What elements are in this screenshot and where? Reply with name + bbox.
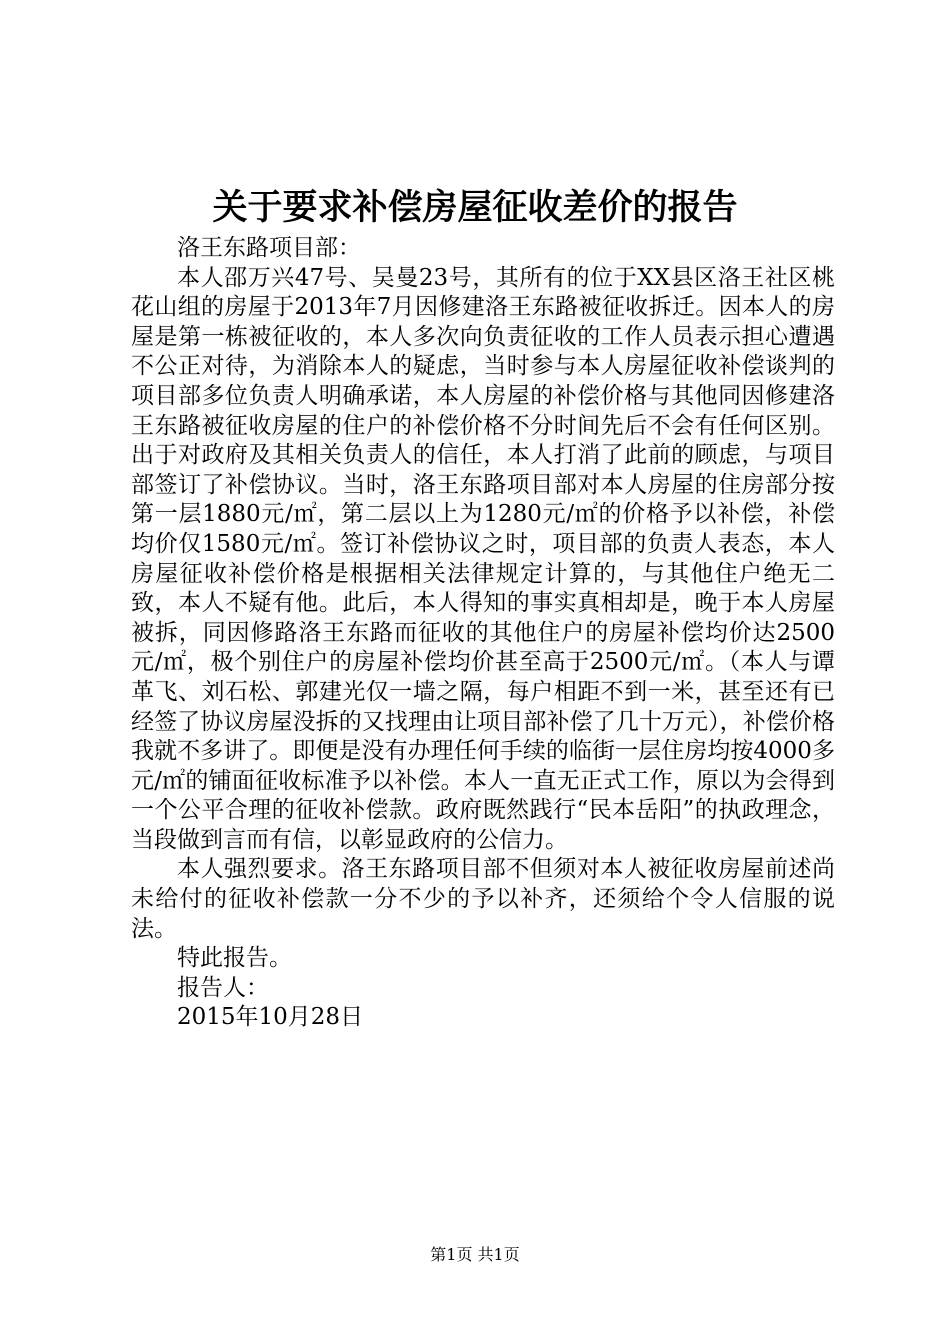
page-footer: 第1页 共1页 <box>430 1245 520 1264</box>
document-title: 关于要求补偿房屋征收差价的报告 <box>212 187 738 228</box>
paragraph-2: 本人强烈要求。洛王东路项目部不但须对本人被征收房屋前述尚未给付的征收补偿款一分不少的予以补齐，还须给个令人信服的说法。 <box>131 856 835 942</box>
paragraph-1: 本人邵万兴47号、吴曼23号，其所有的位于XX县区洛王社区桃花山组的房屋于2013年7月因修建洛王东路被征收拆迁。因本人的房屋是第一栋被征收的，本人多次向负责征收的工作人员表示担心遭遇不公正对待，为消除本人的疑虑，当时参与本人房屋征收补偿谈判的项目部多位负责人明确承诺，本人房屋的补偿价格与其他同因修建洛王东路被征收房屋的住户的补偿价格不分时间先后不会有任何区别。出于对政府及其相关负责人的信任，本人打消了此前的顾虑，与项目部签订了补偿协议。当时，洛王东路项目部对本人房屋的住房部分按第一层1880元/㎡，第二层以上为1280元/㎡的价格予以补偿，补偿均价仅1580元/㎡。签订补偿协议之时，项目部的负责人表态，本人房屋征收补偿价格是根据相关法律规定计算的，与其他住户绝无二致，本人不疑有他。此后，本人得知的事实真相却是，晚于本人房屋被拆，同因修路洛王东路而征收的其他住户的房屋补偿均价达2500元/㎡，极个别住户的房屋补偿均价甚至高于2500元/㎡。（本人与谭革飞、刘石松、郭建光仅一墙之隔，每户相距不到一米，甚至还有已经签了协议房屋没拆的又找理由让项目部补偿了几十万元），补偿价格我就不多讲了。即便是没有办理任何手续的临街一层住房均按4000多元/㎡的铺面征收标准予以补偿。本人一直无正式工作，原以为会得到一个公平合理的征收补偿款。政府既然践行“民本岳阳”的执政理念，当段做到言而有信，以彰显政府的公信力。 <box>131 264 835 853</box>
document-body <box>131 234 835 1033</box>
report-date: 2015年10月28日 <box>177 1004 364 1031</box>
closing-line: 特此报告。 <box>177 945 292 972</box>
salutation: 洛王东路项目部： <box>177 235 361 261</box>
reporter-label: 报告人： <box>177 974 269 1001</box>
